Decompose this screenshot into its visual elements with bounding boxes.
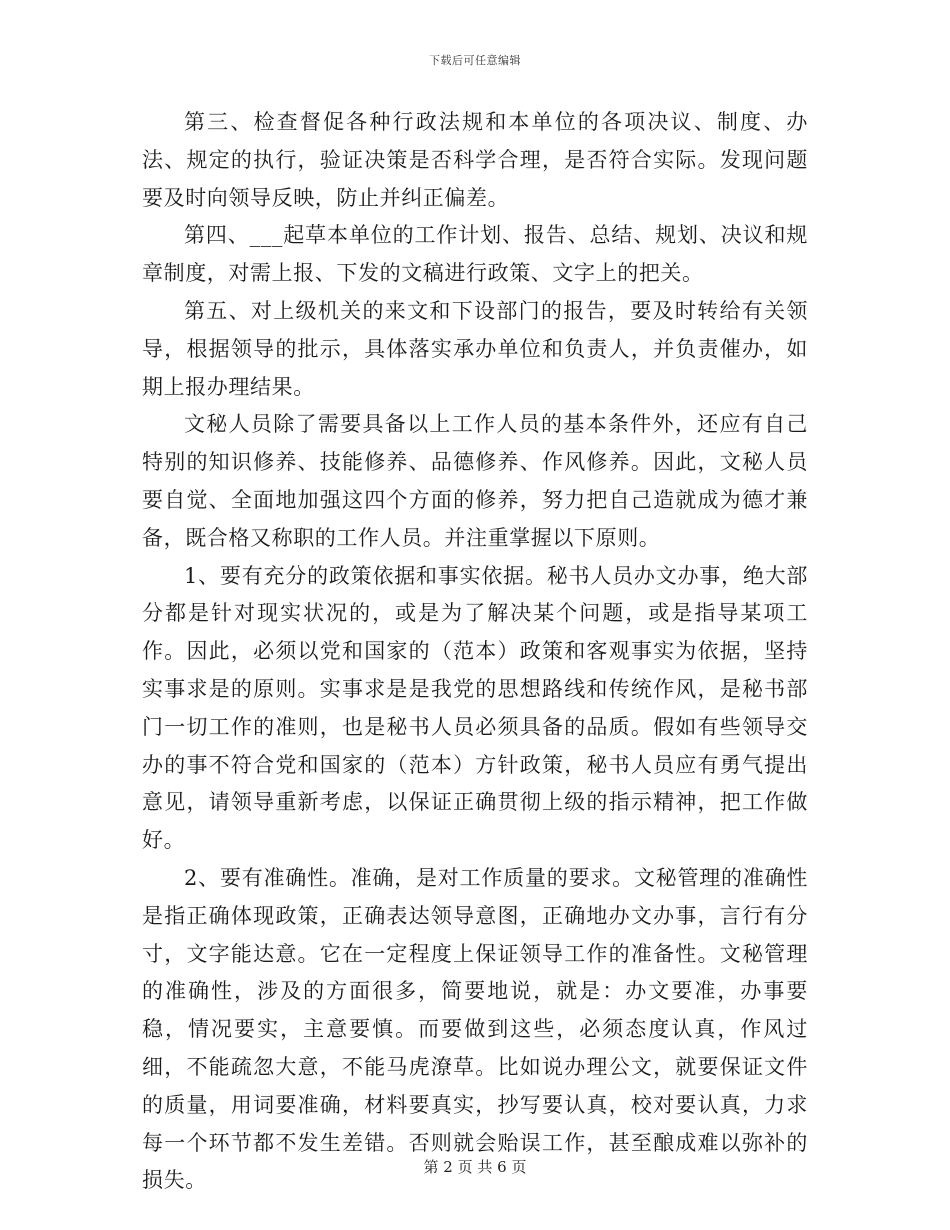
document-body — [142, 104, 808, 1200]
page-header: 下载后可任意编辑 — [429, 54, 521, 67]
paragraph-duty-three: 第三、检查督促各种行政法规和本单位的各项决议、制度、办法、规定的执行，验证决策是否科学合理，是否符合实际。发现问题要及时向领导反映，防止并纠正偏差。 — [142, 110, 808, 210]
paragraph-duty-four: 第四、___起草本单位的工作计划、报告、总结、规划、决议和规章制度，对需上报、下发的文稿进行政策、文字上的把关。 — [142, 223, 808, 286]
paragraph-principle-two: 2、要有准确性。准确，是对工作质量的要求。文秘管理的准确性是指正确体现政策，正确表达领导意图，正确地办文办事，言行有分寸，文字能达意。它在一定程度上保证领导工作的准备性。文秘管理的准确性，涉及的方面很多，简要地说，就是：办文要准，办事要稳，情况要实，主意要慎。而要做到这些，必须态度认真，作风过细，不能疏忽大意，不能马虎潦草。比如说办理公文，就要保证文件的质量，用词要准确，材料要真实，抄写要认真，校对要认真，力求每一个环节都不发生差错。否则就会贻误工作，甚至酿成难以弥补的损失。 — [142, 865, 808, 1193]
paragraph-secretary-requirements: 文秘人员除了需要具备以上工作人员的基本条件外，还应有自己特别的知识修养、技能修养、品德修养、作风修养。因此，文秘人员要自觉、全面地加强这四个方面的修养，努力把自己造就成为德才兼备，既合格又称职的工作人员。并注重掌握以下原则。 — [142, 412, 808, 550]
page-number: 第 2 页 共 6 页 — [423, 1158, 527, 1176]
paragraph-duty-five: 第五、对上级机关的来文和下设部门的报告，要及时转给有关领导，根据领导的批示，具体落实承办单位和负责人，并负责催办，如期上报办理结果。 — [142, 298, 808, 399]
paragraph-principle-one: 1、要有充分的政策依据和事实依据。秘书人员办文办事，绝大部分都是针对现实状况的，或是为了解决某个问题，或是指导某项工作。因此，必须以党和国家的（范本）政策和客观事实为依据，坚持实事求是的原则。实事求是是我党的思想路线和传统作风，是秘书部门一切工作的准则，也是秘书人员必须具备的品质。假如有些领导交办的事不符合党和国家的（范本）方针政策，秘书人员应有勇气提出意见，请领导重新考虑，以保证正确贯彻上级的指示精神，把工作做好。 — [142, 563, 808, 853]
